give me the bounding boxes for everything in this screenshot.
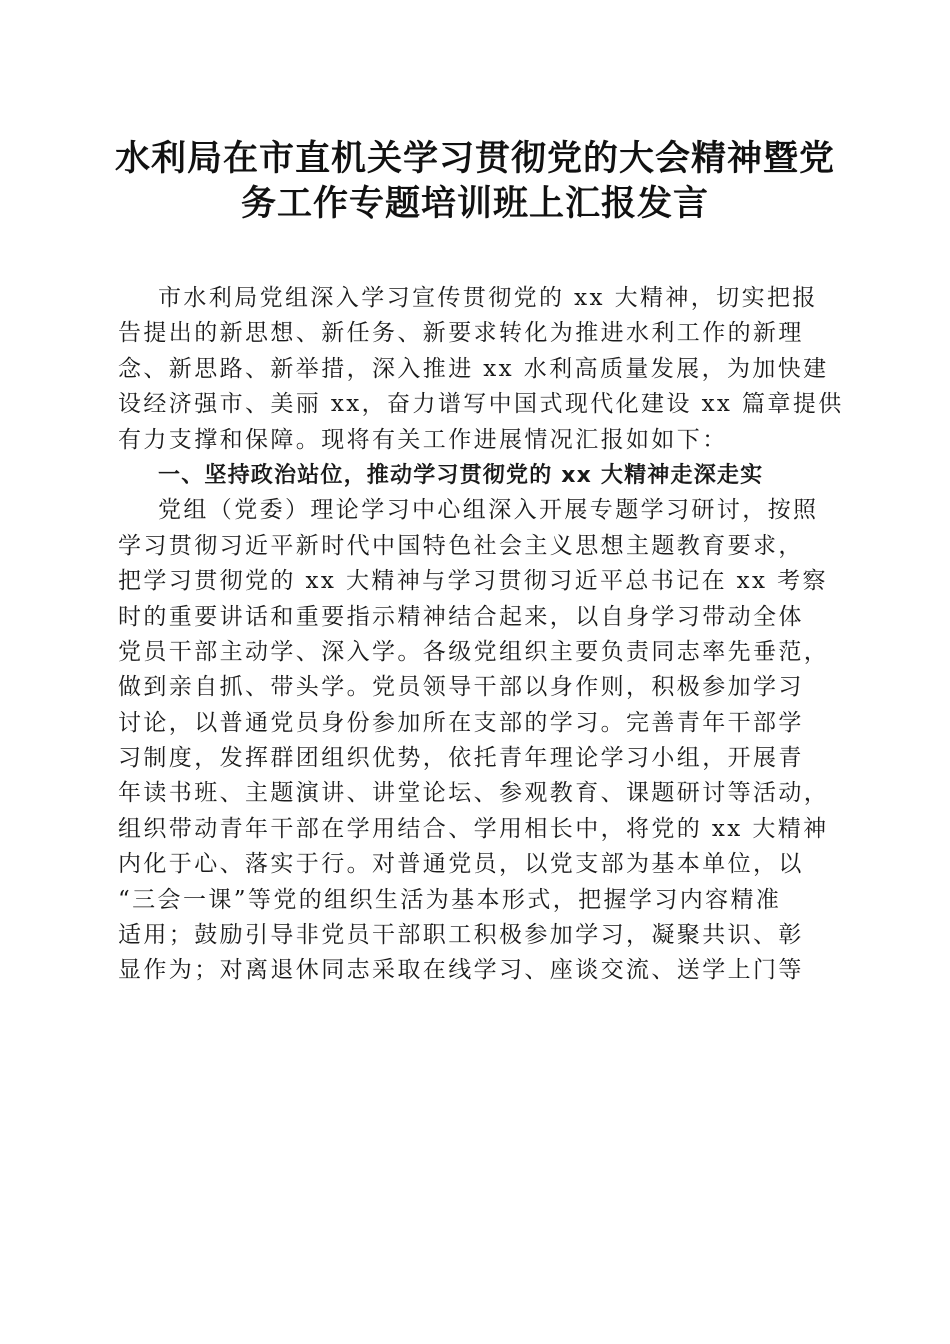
text-line: 内化于心、落实于行。对普通党员，以党支部为基本单位，以 bbox=[118, 851, 804, 878]
section-heading: 一、坚持政治站位，推动学习贯彻党的 xx 大精神走深走实 bbox=[158, 462, 764, 488]
text-line: 适用；鼓励引导非党员干部职工积极参加学习，凝聚共识、彰 bbox=[118, 922, 804, 949]
document-title bbox=[100, 136, 850, 226]
text-line: 学习贯彻习近平新时代中国特色社会主义思想主题教育要求， bbox=[118, 532, 804, 559]
text-line: 把学习贯彻党的 xx 大精神与学习贯彻习近平总书记在 xx 考察 bbox=[118, 568, 828, 595]
document-body bbox=[118, 281, 844, 989]
paragraph-section-1 bbox=[118, 493, 838, 988]
text-line: 习制度，发挥群团组织优势，依托青年理论学习小组，开展青 bbox=[118, 745, 804, 772]
text-line: 念、新思路、新举措，深入推进 xx 水利高质量发展，为加快建 bbox=[118, 355, 829, 382]
title-line-1: 水利局在市直机关学习贯彻党的大会精神暨党 bbox=[114, 138, 835, 179]
text-line: 做到亲自抓、带头学。党员领导干部以身作则，积极参加学习 bbox=[118, 674, 804, 701]
text-line: 告提出的新思想、新任务、新要求转化为推进水利工作的新理 bbox=[118, 320, 804, 347]
text-line: 显作为；对离退休同志采取在线学习、座谈交流、送学上门等 bbox=[118, 957, 804, 984]
text-line: 党组（党委）理论学习中心组深入开展专题学习研讨，按照 bbox=[158, 497, 819, 524]
text-line: 有力支撑和保障。现将有关工作进展情况汇报如如下： bbox=[118, 426, 728, 453]
text-line: “三会一课”等党的组织生活为基本形式，把握学习内容精准 bbox=[118, 886, 782, 913]
text-line: 时的重要讲话和重要指示精神结合起来，以自身学习带动全体 bbox=[118, 603, 804, 630]
text-line: 讨论，以普通党员身份参加所在支部的学习。完善青年干部学 bbox=[118, 709, 804, 736]
text-line: 市水利局党组深入学习宣传贯彻党的 xx 大精神，切实把报 bbox=[158, 285, 818, 311]
title-line-2: 务工作专题培训班上汇报发言 bbox=[240, 183, 709, 224]
text-line: 党员干部主动学、深入学。各级党组织主要负责同志率先垂范， bbox=[118, 638, 830, 665]
text-line: 组织带动青年干部在学用结合、学用相长中，将党的 xx 大精神 bbox=[118, 815, 829, 842]
text-line: 设经济强市、美丽 xx，奋力谱写中国式现代化建设 xx 篇章提供 bbox=[118, 391, 844, 418]
paragraph-intro bbox=[118, 281, 844, 458]
text-line: 年读书班、主题演讲、讲堂论坛、参观教育、课题研讨等活动， bbox=[118, 780, 830, 807]
